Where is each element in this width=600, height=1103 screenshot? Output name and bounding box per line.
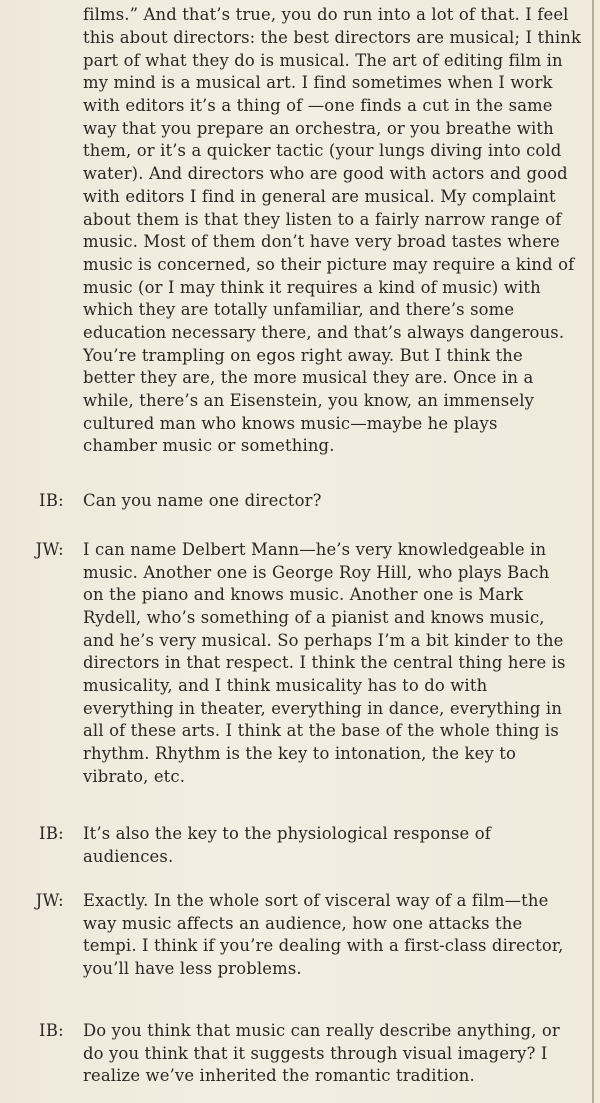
text-line: this about directors: the best directors are musical; I think bbox=[83, 28, 582, 47]
text-line: better they are, the more musical they are. Once in a bbox=[83, 368, 534, 387]
speaker-label: IB: bbox=[39, 491, 64, 510]
page-edge bbox=[592, 0, 594, 1103]
text-line: way music affects an audience, how one attacks the bbox=[83, 914, 523, 933]
text-line: and he’s very musical. So perhaps I’m a bit kinder to the bbox=[83, 631, 564, 650]
text-line: It’s also the key to the physiological response of bbox=[83, 824, 491, 843]
text-line: realize we’ve inherited the romantic tradition. bbox=[83, 1066, 475, 1085]
text-line: cultured man who knows music—maybe he plays bbox=[83, 414, 498, 433]
text-line: Rydell, who’s something of a pianist and knows music, bbox=[83, 608, 545, 627]
speaker-label: JW: bbox=[35, 540, 64, 559]
text-line: which they are totally unfamiliar, and there’s some bbox=[83, 300, 515, 319]
text-line: with editors it’s a thing of —one finds a cut in the same bbox=[83, 96, 553, 115]
text-line: all of these arts. I think at the base of the whole thing is bbox=[83, 721, 559, 740]
text-line: with editors I find in general are musical. My complaint bbox=[83, 187, 556, 206]
speaker-label: JW: bbox=[35, 891, 64, 910]
text-line: about them is that they listen to a fairly narrow range of bbox=[83, 210, 562, 229]
text-line: while, there’s an Eisenstein, you know, an immensely bbox=[83, 391, 535, 410]
text-line: audiences. bbox=[83, 847, 174, 866]
text-line: my mind is a musical art. I find sometimes when I work bbox=[83, 73, 553, 92]
text-line: You’re trampling on egos right away. But I think the bbox=[83, 346, 523, 365]
text-line: way that you prepare an orchestra, or you breathe with bbox=[83, 119, 554, 138]
text-line: do you think that it suggests through visual imagery? I bbox=[83, 1044, 548, 1063]
text-line: Can you name one director? bbox=[83, 491, 322, 510]
speaker-label: IB: bbox=[39, 1021, 64, 1040]
text-line: you’ll have less problems. bbox=[83, 959, 302, 978]
text-line: education necessary there, and that’s always dangerous. bbox=[83, 323, 565, 342]
text-line: music is concerned, so their picture may require a kind of bbox=[83, 255, 575, 274]
text-line: rhythm. Rhythm is the key to intonation, the key to bbox=[83, 744, 517, 763]
text-line: part of what they do is musical. The art of editing film in bbox=[83, 51, 563, 70]
text-line: everything in theater, everything in dance, everything in bbox=[83, 699, 563, 718]
text-line: musicality, and I think musicality has to do with bbox=[83, 676, 488, 695]
speaker-label: IB: bbox=[39, 824, 64, 843]
text-line: films.” And that’s true, you do run into a lot of that. I feel bbox=[83, 5, 569, 24]
text-line: them, or it’s a quicker tactic (your lungs diving into cold bbox=[83, 141, 562, 160]
text-line: Exactly. In the whole sort of visceral way of a film—the bbox=[83, 891, 549, 910]
text-line: on the piano and knows music. Another one is Mark bbox=[83, 585, 524, 604]
text-line: music (or I may think it requires a kind of music) with bbox=[83, 278, 541, 297]
text-line: vibrato, etc. bbox=[83, 767, 186, 786]
text-line: directors in that respect. I think the central thing here is bbox=[83, 653, 566, 672]
text-line: tempi. I think if you’re dealing with a first-class director, bbox=[83, 936, 564, 955]
text-line: music. Another one is George Roy Hill, who plays Bach bbox=[83, 563, 550, 582]
text-line: I can name Delbert Mann—he’s very knowledgeable in bbox=[83, 540, 547, 559]
text-line: music. Most of them don’t have very broad tastes where bbox=[83, 232, 560, 251]
text-line: chamber music or something. bbox=[83, 436, 335, 455]
text-line: water). And directors who are good with actors and good bbox=[83, 164, 568, 183]
text-line: Do you think that music can really describe anything, or bbox=[83, 1021, 560, 1040]
